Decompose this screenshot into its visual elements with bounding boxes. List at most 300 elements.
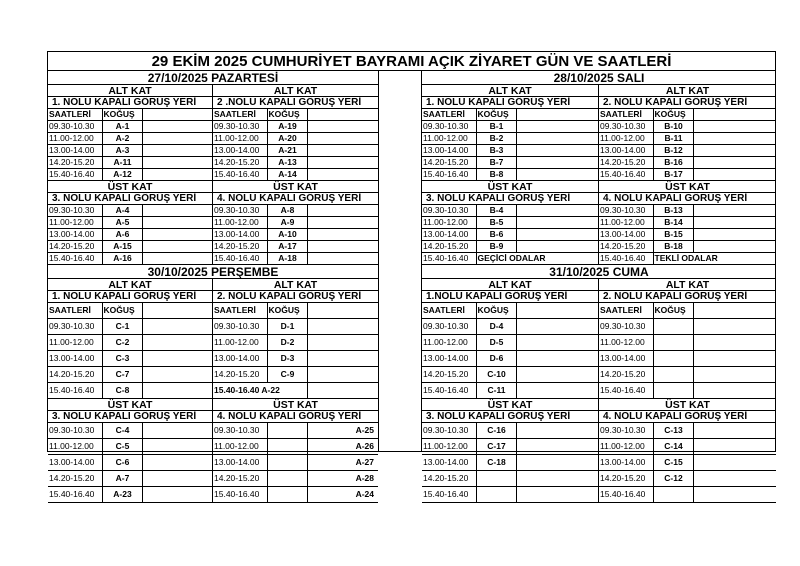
ward-cell: A-17 [267, 241, 307, 253]
time-cell: 11.00-12.00 [48, 217, 102, 229]
time-cell: 09.30-10.30 [48, 121, 102, 133]
ward-cell: C-12 [653, 471, 693, 487]
slot-table [599, 303, 776, 399]
ward-cell: A-16 [102, 253, 142, 265]
extra-ward-cell [516, 439, 598, 455]
visit-room-block [48, 399, 213, 503]
ward-cell: B-16 [653, 157, 693, 169]
time-cell: 09.30-10.30 [213, 205, 267, 217]
table-row [599, 121, 776, 133]
floor-label: ALT KAT [599, 279, 776, 291]
extra-ward-cell [307, 217, 378, 229]
time-cell: 11.00-12.00 [48, 439, 102, 455]
column-divider [378, 71, 422, 451]
visit-room-block [48, 85, 213, 181]
slot-table [599, 205, 776, 265]
extra-ward-cell [516, 487, 598, 503]
extra-ward-cell [693, 217, 776, 229]
time-cell: 14.20-15.20 [48, 157, 102, 169]
extra-ward-cell [516, 121, 598, 133]
ward-cell: D-5 [476, 335, 516, 351]
time-cell: 13.00-14.00 [48, 351, 102, 367]
ward-cell: TEKLİ ODALAR [653, 253, 776, 265]
time-cell: 09.30-10.30 [599, 121, 653, 133]
extra-ward-cell [142, 367, 212, 383]
ward-cell [653, 367, 693, 383]
table-row [48, 487, 212, 503]
visit-room-block [599, 279, 776, 399]
ward-header: KOĞUŞ [267, 303, 307, 319]
ward-cell: A-18 [267, 253, 307, 265]
ward-cell [267, 455, 307, 471]
table-row [213, 455, 378, 471]
ward-header: KOĞUŞ [476, 109, 516, 121]
table-row [422, 229, 598, 241]
table-row [422, 487, 598, 503]
floor-label: ALT KAT [213, 279, 378, 291]
table-row [48, 367, 212, 383]
extra-ward-cell [307, 319, 378, 335]
time-cell: 14.20-15.20 [48, 471, 102, 487]
visit-room-block [213, 85, 378, 181]
table-row [599, 455, 776, 471]
day-section [48, 265, 378, 503]
day-section [48, 71, 378, 265]
slot-table [213, 303, 378, 399]
extra-ward-cell [307, 133, 378, 145]
floor-row [48, 85, 378, 181]
table-row [48, 253, 212, 265]
extra-ward-cell [142, 169, 212, 181]
ward-cell: B-13 [653, 205, 693, 217]
ward-cell: B-3 [476, 145, 516, 157]
ward-cell: B-14 [653, 217, 693, 229]
floor-row [422, 399, 776, 503]
time-cell: 11.00-12.00 [48, 335, 102, 351]
empty-cell [307, 383, 378, 399]
table-row [213, 423, 378, 439]
table-row [213, 471, 378, 487]
table-row [422, 423, 598, 439]
table-row [48, 133, 212, 145]
time-cell: 15.40-16.40 [422, 253, 476, 265]
floor-row [48, 279, 378, 399]
extra-ward-cell [693, 439, 776, 455]
table-row [422, 335, 598, 351]
visit-room-block [422, 85, 599, 181]
time-cell: 09.30-10.30 [48, 319, 102, 335]
table-row [48, 157, 212, 169]
table-row [48, 229, 212, 241]
table-row [213, 367, 378, 383]
empty-cell [693, 303, 776, 319]
time-cell: 14.20-15.20 [599, 471, 653, 487]
time-cell: 14.20-15.20 [48, 367, 102, 383]
extra-ward-cell [142, 471, 212, 487]
room-title: 2. NOLU KAPALI GÖRÜŞ YERİ [213, 291, 378, 303]
ward-cell [476, 487, 516, 503]
ward-cell: C-5 [102, 439, 142, 455]
extra-ward-cell [307, 145, 378, 157]
time-cell: 13.00-14.00 [599, 229, 653, 241]
ward-cell: C-8 [102, 383, 142, 399]
extra-ward-cell [693, 423, 776, 439]
ward-cell: C-13 [653, 423, 693, 439]
table-row [422, 439, 598, 455]
floor-label: ÜST KAT [599, 181, 776, 193]
table-row [213, 217, 378, 229]
extra-ward-cell [142, 383, 212, 399]
time-cell: 14.20-15.20 [599, 157, 653, 169]
time-cell: 13.00-14.00 [422, 145, 476, 157]
ward-cell: C-9 [267, 367, 307, 383]
extra-ward-cell: A-24 [307, 487, 378, 503]
ward-cell [267, 439, 307, 455]
table-row [599, 229, 776, 241]
ward-cell: C-6 [102, 455, 142, 471]
floor-label: ÜST KAT [213, 399, 378, 411]
time-cell: 13.00-14.00 [48, 229, 102, 241]
time-header: SAATLERİ [599, 303, 653, 319]
time-header: SAATLERİ [422, 303, 476, 319]
ward-cell: C-1 [102, 319, 142, 335]
time-cell: 15.40-16.40 [599, 487, 653, 503]
floor-label: ÜST KAT [213, 181, 378, 193]
extra-ward-cell [307, 121, 378, 133]
time-cell: 14.20-15.20 [213, 241, 267, 253]
ward-cell: D-4 [476, 319, 516, 335]
table-row [213, 241, 378, 253]
floor-label: ALT KAT [422, 279, 598, 291]
table-row [599, 133, 776, 145]
header-row [422, 109, 598, 121]
table-row [422, 241, 598, 253]
ward-cell: A-13 [267, 157, 307, 169]
ward-cell [653, 383, 693, 399]
time-cell: 15.40-16.40 [213, 169, 267, 181]
time-cell: 15.40-16.40 A-22 [213, 383, 307, 399]
slot-table [213, 205, 378, 265]
table-row [422, 205, 598, 217]
ward-cell [653, 487, 693, 503]
day-title: 28/10/2025 SALI [422, 71, 776, 85]
ward-header: KOĞUŞ [102, 303, 142, 319]
header-row [213, 303, 378, 319]
ward-header: KOĞUŞ [653, 109, 693, 121]
extra-ward-cell [516, 217, 598, 229]
table-row [422, 253, 598, 265]
ward-cell: B-2 [476, 133, 516, 145]
room-title: 4. NOLU KAPALI GÖRÜŞ YERİ [599, 193, 776, 205]
header-row [599, 109, 776, 121]
time-cell: 14.20-15.20 [422, 241, 476, 253]
table-row [213, 351, 378, 367]
floor-label: ALT KAT [213, 85, 378, 97]
time-cell: 09.30-10.30 [599, 205, 653, 217]
day-title: 30/10/2025 PERŞEMBE [48, 265, 378, 279]
room-title: 1. NOLU KAPALI GÖRÜŞ YERİ [48, 291, 212, 303]
table-row [422, 471, 598, 487]
time-cell: 15.40-16.40 [422, 383, 476, 399]
time-cell: 15.40-16.40 [213, 487, 267, 503]
extra-ward-cell [142, 487, 212, 503]
table-row [48, 335, 212, 351]
extra-ward-cell [516, 335, 598, 351]
extra-ward-cell [516, 145, 598, 157]
table-row [599, 169, 776, 181]
day-section [422, 265, 776, 503]
slot-table [48, 423, 212, 503]
time-cell: 09.30-10.30 [422, 121, 476, 133]
table-row [48, 423, 212, 439]
extra-ward-cell: A-28 [307, 471, 378, 487]
table-row [213, 383, 378, 399]
time-cell: 15.40-16.40 [48, 487, 102, 503]
empty-cell [307, 109, 378, 121]
ward-cell: A-6 [102, 229, 142, 241]
floor-row [48, 181, 378, 265]
extra-ward-cell [693, 241, 776, 253]
time-cell: 09.30-10.30 [48, 205, 102, 217]
extra-ward-cell [693, 157, 776, 169]
visit-room-block [422, 279, 599, 399]
time-cell: 11.00-12.00 [213, 217, 267, 229]
extra-ward-cell [693, 319, 776, 335]
floor-row [422, 85, 776, 181]
floor-row [48, 399, 378, 503]
floor-label: ÜST KAT [422, 181, 598, 193]
table-row [422, 169, 598, 181]
extra-ward-cell [142, 121, 212, 133]
table-row [48, 217, 212, 229]
table-row [48, 351, 212, 367]
extra-ward-cell [142, 145, 212, 157]
floor-label: ALT KAT [48, 85, 212, 97]
extra-ward-cell [693, 229, 776, 241]
table-row [213, 253, 378, 265]
table-row [422, 121, 598, 133]
ward-cell: A-9 [267, 217, 307, 229]
extra-ward-cell [142, 455, 212, 471]
slot-table [422, 423, 598, 503]
time-cell: 15.40-16.40 [48, 383, 102, 399]
time-cell: 13.00-14.00 [422, 351, 476, 367]
header-row [422, 303, 598, 319]
time-cell: 09.30-10.30 [422, 423, 476, 439]
table-row [48, 241, 212, 253]
ward-cell: B-7 [476, 157, 516, 169]
empty-cell [307, 303, 378, 319]
table-row [48, 319, 212, 335]
extra-ward-cell: A-26 [307, 439, 378, 455]
extra-ward-cell [307, 169, 378, 181]
room-title: 1.NOLU KAPALI GÖRÜŞ YERİ [422, 291, 598, 303]
visit-room-block [213, 279, 378, 399]
empty-cell [516, 303, 598, 319]
time-cell: 14.20-15.20 [422, 471, 476, 487]
extra-ward-cell [307, 241, 378, 253]
ward-header: KOĞUŞ [267, 109, 307, 121]
slot-table [213, 109, 378, 181]
time-cell: 13.00-14.00 [213, 455, 267, 471]
table-row [422, 383, 598, 399]
time-cell: 11.00-12.00 [599, 217, 653, 229]
ward-cell: C-11 [476, 383, 516, 399]
table-row [422, 367, 598, 383]
table-row [48, 471, 212, 487]
ward-cell: B-9 [476, 241, 516, 253]
time-cell: 09.30-10.30 [422, 319, 476, 335]
schedule-sheet [47, 51, 776, 499]
table-row [422, 145, 598, 157]
room-title: 3. NOLU KAPALI GÖRÜŞ YERİ [422, 411, 598, 423]
visit-room-block [213, 181, 378, 265]
time-cell: 13.00-14.00 [213, 229, 267, 241]
table-row [422, 455, 598, 471]
extra-ward-cell [142, 229, 212, 241]
time-cell: 11.00-12.00 [213, 133, 267, 145]
ward-cell: A-11 [102, 157, 142, 169]
day-title: 31/10/2025 CUMA [422, 265, 776, 279]
time-cell: 09.30-10.30 [422, 205, 476, 217]
time-cell: 11.00-12.00 [48, 133, 102, 145]
left-column [48, 71, 378, 503]
time-cell: 15.40-16.40 [599, 383, 653, 399]
slot-table [422, 303, 598, 399]
time-header: SAATLERİ [213, 303, 267, 319]
room-title: 3. NOLU KAPALI GÖRÜŞ YERİ [48, 411, 212, 423]
time-cell: 13.00-14.00 [213, 351, 267, 367]
day-section [422, 71, 776, 265]
extra-ward-cell: A-27 [307, 455, 378, 471]
extra-ward-cell [142, 241, 212, 253]
visit-room-block [422, 181, 599, 265]
floor-row [422, 279, 776, 399]
extra-ward-cell: A-25 [307, 423, 378, 439]
visit-room-block [48, 279, 213, 399]
ward-cell: A-5 [102, 217, 142, 229]
extra-ward-cell [307, 335, 378, 351]
room-title: 2. NOLU KAPALI GÖRÜŞ YERİ [599, 291, 776, 303]
extra-ward-cell [307, 367, 378, 383]
ward-cell: A-12 [102, 169, 142, 181]
ward-header: KOĞUŞ [476, 303, 516, 319]
extra-ward-cell [693, 351, 776, 367]
slot-table [48, 109, 212, 181]
floor-row [422, 181, 776, 265]
extra-ward-cell [693, 471, 776, 487]
table-row [422, 319, 598, 335]
time-cell: 14.20-15.20 [422, 157, 476, 169]
ward-cell: A-2 [102, 133, 142, 145]
time-cell: 14.20-15.20 [422, 367, 476, 383]
room-title: 1. NOLU KAPALI GÖRÜŞ YERİ [422, 97, 598, 109]
time-cell: 14.20-15.20 [213, 367, 267, 383]
empty-cell [693, 109, 776, 121]
extra-ward-cell [516, 383, 598, 399]
header-row [48, 303, 212, 319]
room-title: 1. NOLU KAPALI GÖRÜŞ YERİ [48, 97, 212, 109]
table-row [599, 471, 776, 487]
table-row [599, 383, 776, 399]
ward-cell [653, 319, 693, 335]
extra-ward-cell [307, 157, 378, 169]
extra-ward-cell [516, 205, 598, 217]
ward-cell [267, 487, 307, 503]
right-column [422, 71, 776, 503]
ward-cell: A-3 [102, 145, 142, 157]
room-title: 4. NOLU KAPALI GÖRÜŞ YERİ [599, 411, 776, 423]
visit-room-block [213, 399, 378, 503]
ward-cell [267, 471, 307, 487]
ward-cell: B-5 [476, 217, 516, 229]
ward-cell: B-11 [653, 133, 693, 145]
extra-ward-cell [142, 205, 212, 217]
extra-ward-cell [142, 319, 212, 335]
time-cell: 11.00-12.00 [422, 133, 476, 145]
extra-ward-cell [693, 169, 776, 181]
table-row [48, 383, 212, 399]
ward-header: KOĞUŞ [102, 109, 142, 121]
ward-cell: D-3 [267, 351, 307, 367]
time-cell: 11.00-12.00 [213, 439, 267, 455]
slot-table [48, 205, 212, 265]
ward-cell: C-2 [102, 335, 142, 351]
table-row [48, 205, 212, 217]
extra-ward-cell [142, 217, 212, 229]
table-row [213, 157, 378, 169]
table-row [48, 145, 212, 157]
slot-table [422, 109, 598, 181]
ward-cell: A-23 [102, 487, 142, 503]
ward-cell: B-8 [476, 169, 516, 181]
slot-table [422, 205, 598, 265]
extra-ward-cell [693, 487, 776, 503]
floor-label: ÜST KAT [48, 181, 212, 193]
ward-cell: B-10 [653, 121, 693, 133]
floor-label: ALT KAT [48, 279, 212, 291]
table-row [48, 439, 212, 455]
table-row [213, 439, 378, 455]
table-row [599, 145, 776, 157]
ward-cell: C-15 [653, 455, 693, 471]
ward-cell: B-6 [476, 229, 516, 241]
time-cell: 14.20-15.20 [213, 157, 267, 169]
ward-cell [267, 423, 307, 439]
ward-cell: A-15 [102, 241, 142, 253]
time-cell: 09.30-10.30 [48, 423, 102, 439]
slot-table [48, 303, 212, 399]
ward-cell: B-1 [476, 121, 516, 133]
table-row [213, 319, 378, 335]
table-row [213, 145, 378, 157]
ward-cell: A-10 [267, 229, 307, 241]
extra-ward-cell [142, 351, 212, 367]
time-cell: 09.30-10.30 [213, 423, 267, 439]
table-row [422, 157, 598, 169]
time-cell: 13.00-14.00 [599, 145, 653, 157]
table-row [213, 487, 378, 503]
extra-ward-cell [693, 121, 776, 133]
extra-ward-cell [516, 133, 598, 145]
empty-cell [142, 109, 212, 121]
slot-table [213, 423, 378, 503]
time-header: SAATLERİ [48, 303, 102, 319]
extra-ward-cell [516, 367, 598, 383]
table-row [422, 133, 598, 145]
ward-cell [653, 335, 693, 351]
table-row [213, 169, 378, 181]
